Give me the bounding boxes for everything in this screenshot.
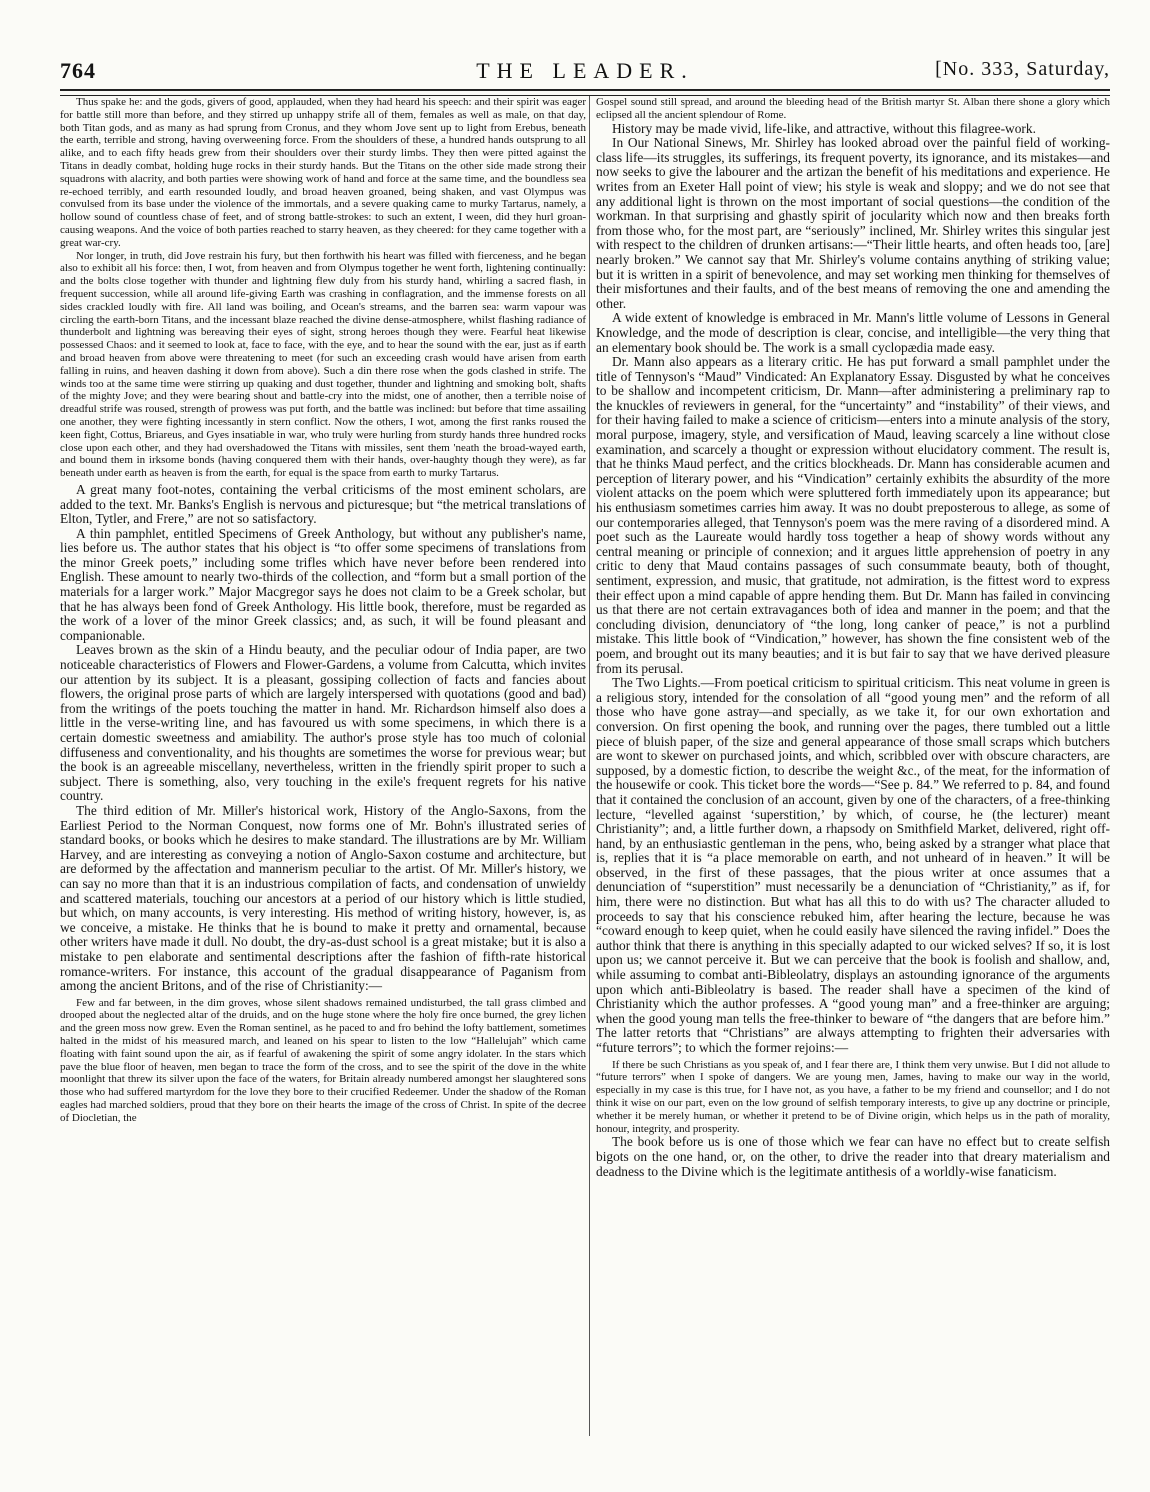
paragraph-greek-anthology: A thin pamphlet, entitled Specimens of Greek Anthology, but without any publisher's name, lies before us. The author states that his object is “to offer some specimens of translations from the minor Greek poets,” including some trifles which have never before been rendered into English. These amount to nearly two-thirds of the collection, and “form but a small portion of the materials for a larger work.” Major Macgregor says he does not claim to be a Greek scholar, but that he has always been fond of Greek Anthology. His little book, therefore, must be regarded as the work of a lover of the minor Greek classics; and, as such, it will be found pleasant and companionable. <box>60 525 586 643</box>
quoted-passage-jove: Nor longer, in truth, did Jove restrain his fury, but then forthwith his heart was filled with fierceness, and he began also to exhibit all his force: then, I wot, from heaven and from Olympus together he went forth, lightening continually: and the bolts close together with thunder and lightning flew duly from his sturdy hand, whirling a sacred flash, in frequent succession, while all around life-giving Earth was crashing in conflagration, and the immense forests on all sides crackled loudly with fire. All land was boiling, and Ocean's streams, and the barren sea: warm vapour was circling the earth-born Titans, and the incessant blaze reached the divine dense-atmosphere, whilst flashing radiance of thunderbolt and lightning was bereaving their eyes of sight, strong heroes though they were. Fearful heat likewise possessed Chaos: and it seemed to look at, face to face, with the eye, and to hear the sound with the ear, just as if earth and broad heaven from above were threatening to meet (for such an exceeding crash would have arisen from earth falling in ruins, and heaven dashing it down from above). Such a din there rose when the gods clashed in strife. The winds too at the same time were stirring up quaking and dust together, thunder and lightning and smoking bolt, shafts of the mighty Jove; and they were bearing shout and battle-cry into the midst, one of another, then a terrible noise of dreadful strife was roused, strength of prowess was put forth, and the battle was inclined: but before that time assailing one another, they were fighting incessantly in stern conflict. Now the others, I wot, among the first ranks roused the keen fight, Cottus, Briareus, and Gyes insatiable in war, who truly were hurling from sturdy hands three hundred rocks close upon each other, and they had overshadowed the Titans with missiles, sent them 'neath the broad-wayed earth, and bound them in irksome bonds (having conquered them with their hands, over-haughty though they were), as far beneath under earth as heaven is from the earth, for equal is the space from earth to murky Tartarus. <box>60 249 586 480</box>
paragraph-footnotes: A great many foot-notes, containing the verbal criticisms of the most eminent scholars, are added to the text. Mr. Banks's English is nervous and picturesque; but “the metrical translations of Elton, Tytler, and Frere,” are not so satisfactory. <box>60 481 586 527</box>
issue-info: [No. 333, Saturday, <box>935 58 1110 80</box>
quoted-passage-battle: Thus spake he: and the gods, givers of good, applauded, when they had heard his speech: and their spirit was eager for battle still more than before, and they stirred up unhappy strife all of them, females as well as male, on that day, both Titan gods, and as many as had sprung from Cronus, and they whom Jove sent up to light from Erebus, beneath the earth, terrible and strong, having overweening force. From the shoulders of these, a hundred hands outsprung to all alike, and to each fifty heads grew from their shoulders over their sturdy limbs. They then were pitted against the Titans in deadly combat, holding huge rocks in their sturdy hands. But the Titans on the other side made strong their squadrons with alacrity, and both parties were showing work of hand and force at the same time, and the boundless sea re-echoed terribly, and earth resounded loudly, and broad heaven groaned, being shaken, and vast Olympus was convulsed from its base under the violence of the immortals, and a severe quaking came to murky Tartarus, namely, a hollow sound of countless chase of feet, and of strong battle-strokes: to such an extent, I ween, did they hurl groan-causing weapons. And the voice of both parties reached to starry heaven, as they cheered: for they came together with a great war-cry. <box>60 96 586 249</box>
paragraph-two-lights: The Two Lights.—From poetical criticism to spiritual criticism. This neat volume in green is a religious story, intended for the consolation of all “good young men” and the reform of all those who have gone astray—and specially, as we take it, for our own exhortation and conversion. On first opening the book, and running over the pages, there tumbled out a little piece of bluish paper, of the size and general appearance of those small scraps which butchers are wont to skewer on purchased joints, and which, scribbled over with obscure characters, are supposed, by a domestic fiction, to describe the weight &c., of the meat, for the information of the housewife or cook. This ticket bore the words—“See p. 84.” We referred to p. 84, and found that it contained the conclusion of an account, given by one of the characters, of a free-thinking lecture, “levelled against ‘superstition,’ by which, of course, he (the lecturer) meant Christianity”; and, a little further down, a rhapsody on Smithfield Market, delivered, right off-hand, by an enthusiastic gentleman in the pens, who, being asked by a stranger what place that is, replies that it is “a place memorable on earth, and not unheard of in heaven.” It will be observed, in the first of these passages, that the pious writer at once assumes that a denunciation of “superstition” must necessarily be a denunciation of “Christianity,” as if, for him, there were no distinction. But what has all this to do with us? The character alluded to proceeds to say that his conscience rebuked him, after hearing the lecture, because he was “coward enough to keep quiet, when he could easily have silenced the raving infidel.” Does the author think that there is anything in this specially adapted to our wicked selves? If so, it is lost upon us; we cannot perceive it. But we can perceive that the book is foolish and shallow, and, while assuming to combat anti-Bibleolatry, displays an astounding ignorance of the arguments upon which anti-Bibleolatry is based. The reader shall have a specimen of the kind of Christianity which the author professes. A “good young man” and a free-thinker are arguing; when the good young man tells the free-thinker to beware of “the dangers that are before him.” The latter retorts that “Christians” are always attempting to frighten their adversaries with “future terrors”; to which the former rejoins:— <box>596 675 1110 1055</box>
page-number: 764 <box>60 58 96 83</box>
paragraph-maud-vindicated: Dr. Mann also appears as a literary critic. He has put forward a small pamphlet under the title of Tennyson's “Maud” Vindicated: An Explanatory Essay. Disgusted by what he conceives to be shallow and incompetent criticism, Dr. Mann—after administering a preliminary rap to the knuckles of reviewers in general, for the “uncertainty” and “instability” of their views, and for their having failed to make a science of criticism—enters into a minute analysis of the story, moral purpose, imagery, style, and versification of Maud, leaving scarcely a line without close examination, and scarcely a thought or expression without elucidatory comment. The result is, that he thinks Maud perfect, and the critics blockheads. Dr. Mann has considerable acumen and perception of literary power, and his “Vindication” certainly exhibits the absurdity of the more violent attacks on the poem which were spluttered forth immediately upon its appearance; but his enthusiasm sometimes carries him away. It was no doubt preposterous to allege, as some of our contemporaries alleged, that Tennyson's poem was the mere raving of a disordered mind. A poet such as the Laureate would hardly toss together a heap of showy words without any central meaning or principle of connexion; and it argues little apprehension of poetry in any critic to deny that Maud contains passages of such consummate beauty, both of thought, sentiment, expression, and music, that gratitude, not admiration, is the fittest word to express their effect upon a mind capable of appre hending them. But Dr. Mann has failed in convincing us that there are not certain extravagances both of idea and manner in the poem; and that the concluding division, denunciatory of “the long, long canker of peace,” is not a purblind mistake. This little book of “Vindication,” however, has shown the fine consistent web of the poem, and brought out its many beauties; and it is but fair to say that we have derived pleasure from its perusal. <box>596 354 1110 676</box>
paragraph-flowers: Leaves brown as the skin of a Hindu beauty, and the peculiar odour of India paper, are two noticeable characteristics of Flowers and Flower-Gardens, a volume from Calcutta, which invites our attention by its subject. It is a pleasant, gossiping collection of facts and fancies about flowers, the original prose parts of which are largely interspersed with quotations (good and bad) from the writings of the poets touching the matter in hand. Mr. Richardson himself also does a little in the verse-writing line, and has favoured us with some specimens, in which there is a certain domestic sweetness and amiability. The author's prose style has too much of colonial diffuseness and conventionality, and his thoughts are sometimes the worse for previous wear; but the book is an agreeable miscellany, nevertheless, written in the friendly spirit proper to such a subject. There is something, also, very touching in the exile's frequent regrets for his native country. <box>60 642 586 804</box>
quoted-passage-britons: Few and far between, in the dim groves, whose silent shadows remained undisturbed, the tall grass climbed and drooped about the neglected altar of the druids, and on the huge stone where the holy fire once burned, the grey lichen and the green moss now grew. Even the Roman sentinel, as he paced to and fro behind the lofty battlement, sometimes halted in the midst of his measured march, and leaned on his spear to listen to the low “Hallelujah” which came floating with faint sound upon the air, as if fearful of awakening the spirit of some angry idolater. In the stars which pave the blue floor of heaven, men began to trace the form of the cross, and to see the spirit of the dove in the white moonlight that threw its silver upon the face of the waters, for Britain already numbered amongst her slaughtered sons those who had suffered martyrdom for the love they bore to their crucified Redeemer. Under the shadow of the Roman eagles had marched soldiers, proud that they bore on their hearts the image of the cross of Christ. In spite of the decree of Diocletian, the <box>60 996 586 1124</box>
right-column <box>596 96 1110 1179</box>
column-divider <box>589 96 590 1436</box>
paragraph-general-knowledge: A wide extent of knowledge is embraced in Mr. Mann's little volume of Lessons in General Knowledge, and the mode of description is clear, concise, and intelligible—the very thing that an elementary book should be. The work is a small cyclopædia made easy. <box>596 310 1110 355</box>
quoted-passage-christians: If there be such Christians as you speak of, and I fear there are, I think them very unwise. But I did not allude to “future terrors” when I spoke of dangers. We are young men, James, having to make our way in the world, especially in my case is this true, for I have not, as you have, a father to be my friend and counsellor; and I do not think it wise on our part, even on the low ground of selfish temporary interests, to give up any doctrine or principle, whether it be merely human, or whether it pretend to be of Divine origin, which helps us in the path of morality, honour, integrity, and prosperity. <box>596 1058 1110 1135</box>
paragraph-national-sinews: In Our National Sinews, Mr. Shirley has looked abroad over the painful field of working-class life—its struggles, its sufferings, its frequent poverty, its ignorance, and its mistakes—and now seeks to give the labourer and the artizan the benefit of his meditations and experience. He writes from an Exeter Hall point of view; his style is weak and sloppy; and we do not see that any additional light is thrown on the most important of social questions—the condition of the workman. In that surprising and ghastly spirit of jocularity which now and then breaks forth from those who, for the most part, are “seriously” inclined, Mr. Shirley writes this singular jest with respect to the children of drunken artisans:—“Their little hearts, and often heads too, [are] nearly broken.” We cannot say that Mr. Shirley's volume contains anything of striking value; but it is written in a spirit of benevolence, and may set working men thinking for themselves of their misfortunes and their faults, and of the best means of removing the one and amending the other. <box>596 135 1110 311</box>
left-column <box>60 96 586 1125</box>
masthead <box>60 58 1110 88</box>
paragraph-filagree: History may be made vivid, life-like, and attractive, without this filagree-work. <box>612 120 1036 136</box>
paragraph-conclusion: The book before us is one of those which we fear can have no effect but to create selfish bigots on the one hand, or, on the other, to drive the reader into that dreary materialism and deadness to the Divine which is the legitimate antithesis of a worldly-wise fanaticism. <box>596 1134 1110 1179</box>
newspaper-title: THE LEADER. <box>476 58 694 83</box>
quoted-passage-continued: Gospel sound still spread, and around the bleeding head of the British martyr St. Alban there shone a glory which eclipsed all the ancient splendour of Rome. <box>596 96 1110 121</box>
header-rule <box>60 89 1110 96</box>
paragraph-anglo-saxons: The third edition of Mr. Miller's historical work, History of the Anglo-Saxons, from the Earliest Period to the Norman Conquest, now forms one of Mr. Bohn's illustrated series of standard books, or books which he desires to make standard. The illustrations are by Mr. William Harvey, and are interesting as conveying a notion of Anglo-Saxon costume and architecture, but are deformed by the affectation and mannerism peculiar to the artist. Of Mr. Miller's history, we can say no more than that it is an industrious compilation of facts, and condensation of unwieldy and scattered materials, touching our ancestors at a period of our history which is little studied, but which, on many accounts, is very interesting. His method of writing history, however, is, as we conceive, a mistake. He thinks that he is bound to make it pretty and ornamental, because other writers have made it dull. No doubt, the dry-as-dust school is a great mistake; but it is also a mistake to pen elaborate and sentimental descriptions after the fashion of fifth-rate historical romance-writers. For instance, this account of the gradual disappearance of Paganism from among the ancient Britons, and of the rise of Christianity:— <box>60 802 586 994</box>
